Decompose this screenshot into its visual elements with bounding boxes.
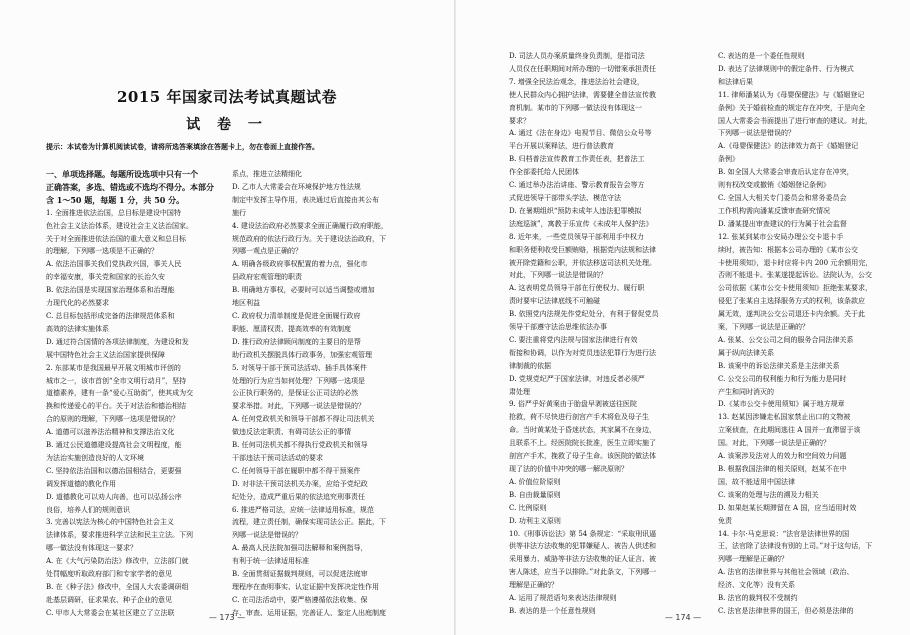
text-line: B. 表达的是一个任意性规则 <box>509 606 596 615</box>
text-line: B. 依法治国是实现国家治理体系和治理能 <box>46 286 175 295</box>
text-line: A. 运用了规范语句来表达法律规则 <box>509 594 617 603</box>
text-line: 衔接和协调，以作为对党员违法犯罪行为进行法 <box>509 348 656 357</box>
text-line: 公司依据《某市公交卡使用须知》拒绝张某要求， <box>718 284 872 293</box>
text-line: D. 道德教化可以劝人向善，也可以弘扬公序 <box>46 492 182 501</box>
text-line: 经济、文化等）没有关系 <box>718 581 795 590</box>
text-line: 采用暴力、威胁等非法方法收集的证人证言、被 <box>509 555 656 564</box>
text-line: 属于纵向法律关系 <box>718 348 774 357</box>
text-line: 平台开展以案释法，进行普法教育 <box>509 142 614 151</box>
text-line: C. 该案的处理与法的溯及力相关 <box>718 490 819 499</box>
text-line: C. 表达的是一个委任性规则 <box>718 52 805 60</box>
text-line: D. 乙市人大常委会在环境保护地方性法规 <box>232 182 361 191</box>
text-line: 育机制。某市的下列哪一做法没有体现这一 <box>509 103 642 112</box>
text-line: 属无效，遂判决公交公司退还卡内余额。关于此 <box>718 310 865 319</box>
text-line: 换和传递爱心的平台。关于对法治和德治相结 <box>46 402 186 411</box>
text-line: 立案侦查，在此期间逃往 A 国并一直滞留于该 <box>718 426 861 435</box>
text-line: 领导干部遵守法治思维依法办事 <box>509 323 607 332</box>
exam-notice: 提示：本试卷为计算机阅读试卷，请将所选答案填涂在答题卡上，勿在卷面上直接作答。 <box>46 142 319 151</box>
text-line: 干部违法干预司法活动的要求 <box>232 453 323 462</box>
text-line: D. 潘某提出审查建议的行为属于社会监督 <box>718 219 847 228</box>
text-line: 列哪一观点是正确的？ <box>232 247 302 256</box>
text-line: B. 任何司法机关都不得执行党政机关和领导 <box>232 441 368 450</box>
text-line: C. 要注重将党内法规与国家法律进行有效 <box>509 335 638 344</box>
text-line: B. 如全国人大常委会审查后认定存在冲突， <box>718 168 854 177</box>
text-line: 哪一做法没有体现这一要求？ <box>46 544 137 553</box>
text-line: A. 通过《法在身边》电视节目、微信公众号等 <box>509 129 652 138</box>
text-line: 做违反法定职责、有碍司法公正的事情 <box>232 428 351 437</box>
text-line: B. 法官的裁判权不受制约 <box>718 594 798 603</box>
text-line: 法律体系，要求推进科学立法和民主立法。下列 <box>46 531 193 540</box>
text-line: C. 比例原则 <box>509 503 547 512</box>
text-line: 法庭巡演”，寓教于乐宣传《未成年人保护法》 <box>509 219 653 228</box>
text-line: 为法治实施创造良好的人文环境 <box>46 453 144 462</box>
text-line: 国。对此，下列哪一说法是正确的？ <box>718 439 830 448</box>
text-line: 11. 律师潘某认为《母婴保健法》与《婚姻登记 <box>718 90 865 99</box>
text-line: 展中国特色社会主义法治国家提供保障 <box>46 350 165 359</box>
text-line: 肃处理 <box>509 387 530 396</box>
left-page-column-2 <box>232 168 410 618</box>
text-line: 存、审查、运用证据，完善证人、鉴定人出庭制度 <box>232 608 386 617</box>
text-line: 纪处分，造成严重后果的依法追究刑事责任 <box>232 492 365 501</box>
text-line: 4. 建设法治政府必然要求全面正确履行政府职能， <box>232 221 388 230</box>
text-line: 道德素养，建有一条“爱心互助街”，使其成为交 <box>46 389 194 398</box>
text-line: A.《母婴保健法》的法律效力高于《婚姻登记 <box>718 142 859 151</box>
text-line: D. 通过符合国情的各项法律制度，为建设和发 <box>46 337 189 346</box>
text-line: 3. 完善以宪法为核心的中国特色社会主义 <box>46 518 174 527</box>
text-line: C. 法官是法律世界的国王，但必须是法律的 <box>718 606 854 615</box>
text-line: 5. 对领导干部干预司法活动、插手具体案件 <box>232 363 367 372</box>
text-line: 合的原则的理解，下列哪一选项是错误的？ <box>46 415 179 424</box>
text-line: C. 全国人大相关专门委员会和常务委员会 <box>718 193 847 202</box>
text-line: 含 1～50 题，每题 1 分，共 50 分。 <box>46 194 185 205</box>
text-line: 现了法的价值中冲突的哪一解决原则？ <box>509 465 628 473</box>
text-line: 系点，推进立法精细化 <box>232 170 302 178</box>
text-line: 供等非法方法收集的犯罪嫌疑人、被告人供述和 <box>509 542 656 551</box>
text-line: 的理解，下列哪一选项是不正确的？ <box>46 247 158 256</box>
page-number-left: — 173 — <box>208 613 246 622</box>
text-line: 理解是正确的？ <box>509 581 558 590</box>
text-line: A. 张某、公交公司之间的服务合同法律关系 <box>718 335 854 344</box>
text-line: 对此，下列哪一说法是错误的？ <box>509 271 607 280</box>
text-line: 产生和同时消灭的 <box>718 387 774 396</box>
text-line: 条例》 <box>718 155 739 164</box>
text-line: B. 通过公民道德建设提高社会文明程度，能 <box>46 441 182 450</box>
text-line: 良俗，培养人们的规则意识 <box>46 505 130 514</box>
text-line: 列哪一说法是错误的？ <box>232 531 302 540</box>
text-line: 否则不能退卡。张某遂提起诉讼。法院认为，公交 <box>718 271 872 280</box>
text-line: 人员仅在任职期间对所办理的一切错案承担责任 <box>509 64 656 73</box>
document-subtitle: 试 卷 一 <box>186 117 268 133</box>
text-line: A. 道德可以滋养法治精神和支撑法治文化 <box>46 428 175 437</box>
text-line: 作全部委托给人民团体 <box>509 168 579 177</box>
text-line: 要求举措。对此，下列哪一说法是错误的？ <box>232 402 365 411</box>
text-line: 职能、厘清权责、提高效率的有效制度 <box>232 324 351 333</box>
text-line: 处理的行为应当如何处理？下列哪一选项是 <box>232 376 365 385</box>
text-line: 式促进领导干部带头学法、模范守法 <box>509 193 621 202</box>
text-line: C. 甲市人大常委会在某社区建立了立法联 <box>46 608 175 617</box>
text-line: 侵犯了张某自主选择服务方式的权利，该条款应 <box>718 297 865 306</box>
text-line: 且联系不上。经医院院长批准，医生立即实施了 <box>509 439 656 448</box>
text-line: A. 依法治国事关我们党执政兴国，事关人民 <box>46 260 182 269</box>
text-line: 和法律后果 <box>718 77 753 86</box>
text-line: B. 依照党内法规先作党纪处分，有利于督促党员 <box>509 310 659 319</box>
text-line: 6. 推进严格司法，应统一法律适用标准，规范 <box>232 505 374 514</box>
document-title: 2015 年国家司法考试真题试卷 <box>117 88 337 106</box>
text-line: 国人大常委会书面提出了进行审查的建议。对此， <box>718 116 872 125</box>
text-line: 8. 近年来，一些党员领导干部利用手中权力 <box>509 232 644 241</box>
text-line: 理程序在查明事实、认定证据中发挥决定性作用 <box>232 583 379 591</box>
text-line: 12. 张某到某市公安局办理公交卡退卡手 <box>718 232 844 241</box>
text-line: 卡使用须知》，退卡时应将卡内 200 元余额用完， <box>718 258 873 267</box>
text-line: 流程，建立责任制，确保实现司法公正。据此，下 <box>232 518 386 527</box>
text-line: 9. 俗严乎好黄案由于胎盘早剥被送往医院 <box>509 400 637 409</box>
text-line: 下列哪一说法是错误的？ <box>718 129 795 138</box>
text-line: 处罚幅度听取政府部门和专家学者的意见 <box>46 570 172 579</box>
text-line: C. 在司法活动中，要严格遵循依法收集、保 <box>232 595 368 604</box>
text-line: D.《某市公交卡使用须知》属于地方规章 <box>718 400 845 409</box>
text-line: 13. 赵某因涉嫌走私国家禁止出口的文物被 <box>718 413 851 422</box>
text-line: 助行政机关摆脱具体行政事务，加强宏观管理 <box>232 350 372 359</box>
text-line: A. 法官的法律世界与其他社会领域（政治、 <box>718 568 854 577</box>
text-line: 续时，被告知：根据本公司办理的《某市公交 <box>718 245 858 254</box>
text-line: 规范政府的依法行政行为。关于建设法治政府，下 <box>232 234 386 243</box>
text-line: B. 该案中的诉讼法律关系是主法律关系 <box>718 361 840 370</box>
right-page <box>456 0 910 635</box>
text-line: 14. 卡尔·马克思说：“法官是法律世界的国 <box>718 529 850 538</box>
text-line: 色社会主义法治体系，建设社会主义法治国家。 <box>46 221 193 230</box>
text-line: A. 这表明党员领导干部在行使权力、履行职 <box>509 284 645 293</box>
text-line: D. 在暑期组织“预防未成年人违法犯罪模拟 <box>509 206 642 215</box>
text-line: 调发挥道德的教化作用 <box>46 479 116 488</box>
text-line: 力现代化的必然要求 <box>46 299 109 308</box>
text-line: A. 最高人民法院加强司法解释和案例指导， <box>232 544 368 553</box>
text-line: 和职务便利收受巨额贿赂，根据党内法规和法律 <box>509 245 656 254</box>
text-line: A. 任何党政机关和领导干部都不得让司法机关 <box>232 415 375 424</box>
text-line: 制定中发挥主导作用，表决通过后直接由其公布 <box>232 195 379 204</box>
text-line: C. 政府权力清单制度是促进全面履行政府 <box>232 311 361 320</box>
right-page-column-1 <box>509 50 687 620</box>
text-line: A. 明确各级政府事权配置的着力点，强化市 <box>232 260 368 269</box>
text-line: D. 司法人员办案质量终身负责制，是指司法 <box>509 52 645 60</box>
text-line: 县政府宏观管理的职责 <box>232 273 302 282</box>
text-line: B. 根据我国法律的相关原则，赵某不在中 <box>718 465 847 473</box>
text-line: 工作机构需向潘某反馈审查研究情况 <box>718 206 830 215</box>
text-line: B. 在《种子法》修改中，全国人大农委调研组 <box>46 583 189 591</box>
text-line: 施行 <box>232 208 246 217</box>
text-line: 地区利益 <box>232 299 260 308</box>
text-line: 要求？ <box>509 116 530 125</box>
text-line: 公正执行职务的，是保证公正司法的必然 <box>232 389 358 398</box>
text-line: 列哪一理解是正确的？ <box>718 555 788 564</box>
text-line: D. 如果赵某长期滞留在 A 国，应当适用时效 <box>718 503 857 512</box>
text-line: 国，故不能适用中国法律 <box>718 477 795 486</box>
text-line: B. 明确地方事权，必要时可以适当调整或增加 <box>232 286 375 295</box>
text-line: 7. 增强全民法治观念，推进法治社会建设， <box>509 77 644 86</box>
text-line: D. 表达了法律规则中的假定条件、行为模式 <box>718 64 854 73</box>
text-line: C. 通过举办法治讲座、警示教育报告会等方 <box>509 181 645 190</box>
text-line: 则有权改变或撤销《婚姻登记条例》 <box>718 181 830 190</box>
text-line: 的幸福安康，事关党和国家的长治久安 <box>46 273 165 282</box>
text-line: 被开除党籍和公职，并依法移送司法机关处理。 <box>509 258 656 267</box>
text-line: C. 公交公司的权利能力和行为能力是同时 <box>718 374 847 383</box>
text-line: 责时要牢记法律底线不可触碰 <box>509 297 600 306</box>
left-page-column-1 <box>46 168 218 618</box>
text-line: 案，下列哪一说法是正确的？ <box>718 323 809 332</box>
text-line: B. 自由裁量原则 <box>509 490 561 499</box>
left-page <box>0 0 454 635</box>
text-line: 律制裁的依据 <box>509 361 551 370</box>
text-line: 10.《刑事诉讼法》第 54 条规定：“采取刑讯逼 <box>509 529 657 538</box>
page-number-right: — 174 — <box>664 613 702 622</box>
text-line: 有利于统一法律适用标准 <box>232 557 309 566</box>
text-line: 剖宫产手术，挽救了母子生命。该医院的做法体 <box>509 452 656 461</box>
text-line: C. 坚持依法治国和以德治国相结合，更要强 <box>46 466 182 475</box>
text-line: 王，法官除了法律没有别的上司。”对于这句话，下 <box>718 542 873 551</box>
text-line: 1. 全面推进依法治国，总目标是建设中国特 <box>46 208 181 217</box>
text-line: 赴基层调研，征求果农、种子企业的意见 <box>46 595 172 604</box>
text-line: D. 功利主义原则 <box>509 516 561 525</box>
text-line: 一、单项选择题。每题所设选项中只有一个 <box>46 169 198 179</box>
text-line: A. 价值位阶原则 <box>509 477 561 486</box>
text-line: D. 对非法干预司法机关办案，应给予党纪政 <box>232 479 368 488</box>
text-line: 使人民群众内心拥护法律，需要健全普法宣传教 <box>509 90 656 99</box>
text-line: 2. 东部某市是我国最早开展文明城市评创的 <box>46 363 181 372</box>
text-line: 高效的法律实施体系 <box>46 324 109 333</box>
text-line: 关于对全面推进依法治国的重大意义和总目标 <box>46 234 186 243</box>
text-line: 城市之一，该市首创“全市文明行动月”，坚持 <box>46 376 187 385</box>
text-line: D. 党规党纪严于国家法律，对违反者必须严 <box>509 374 645 383</box>
text-line: B. 全面贯彻证据裁判规则，可以促进法庭审 <box>232 570 368 579</box>
text-line: C. 任何领导干部在履职中都不得干预案件 <box>232 466 361 475</box>
text-line: 抢救，荷不尽快进行剖宫产手术将危及母子生 <box>509 413 649 422</box>
text-line: 免责 <box>718 516 732 525</box>
text-line: 条例》关于婚前检查的规定存在冲突，于是向全 <box>718 103 865 112</box>
text-line: 害人陈述，应当予以排除。”对此条文，下列哪一 <box>509 568 657 577</box>
text-line: D. 推行政府法律顾问制度的主要目的是帮 <box>232 337 361 346</box>
text-line: 命。当时黄某处于昏迷状态，其家属不在身边， <box>509 426 656 435</box>
text-line: 正确答案，多选、错选或不选均不得分。本部分 <box>46 181 214 192</box>
text-line: C. 总目标包括形成完备的法律规范体系和 <box>46 311 175 320</box>
text-line: B. 归档普法宣传教育工作责任表，把普法工 <box>509 155 645 164</box>
text-line: A. 该案涉及法对人的效力和空间效力问题 <box>718 452 847 461</box>
text-line: A. 在《大气污染防治法》修改中，立法部门就 <box>46 557 189 566</box>
right-page-column-2 <box>718 50 896 620</box>
